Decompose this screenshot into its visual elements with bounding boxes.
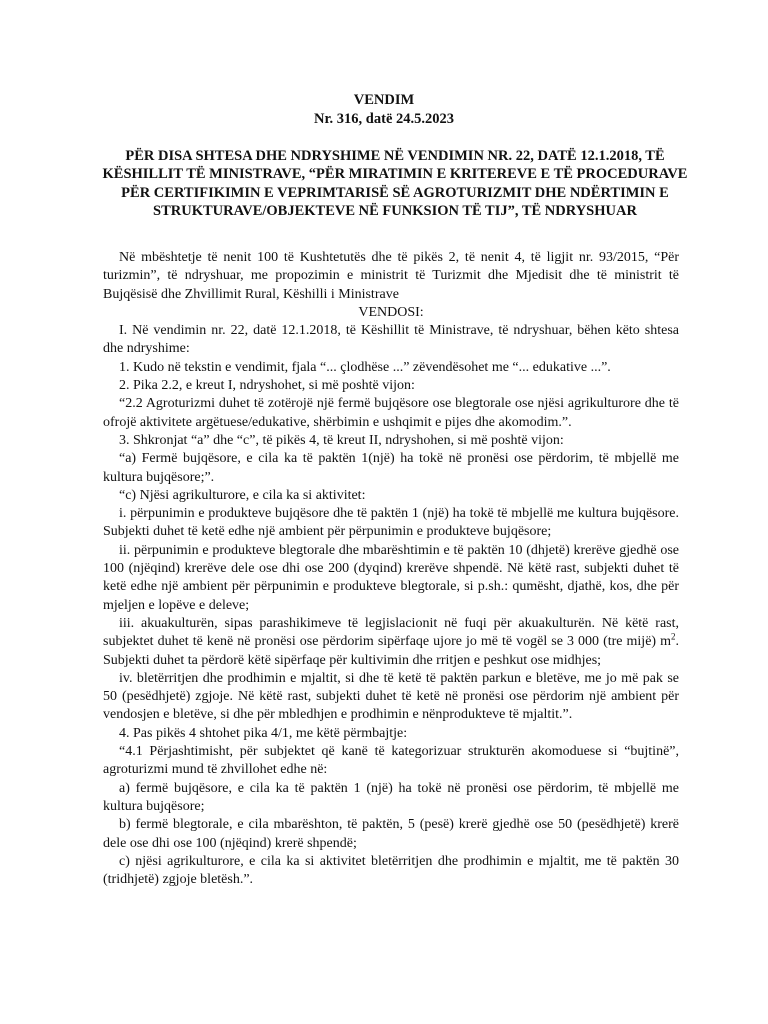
decision-heading: PËR DISA SHTESA DHE NDRYSHIME NË VENDIMIN NR. 22, DATË 12.1.2018, TË KËSHILLIT TË MINISTRAVE, “PËR MIRATIMIN E KRITEREVE E TË PROCEDURAVE PËR CERTIFIKIMIN E VEPRIMTARISË SË AGROTURIZMIT DHE NDËRTIMIN E STRUKTURAVE/OBJEKTEVE NË FUNKSION TË TIJ”, TË NDRYSHUAR	[102, 148, 688, 219]
paragraph-4-1-a: a) fermë bujqësore, e cila ka të paktën 1 (një) ha tokë në pronësi ose përdorim, të mbjellë me kultura bujqësore;	[103, 780, 679, 814]
document-body	[103, 249, 679, 889]
paragraph-4: 4. Pas pikës 4 shtohet pika 4/1, me këtë përmbajtje:	[119, 725, 408, 741]
document-title: VENDIM	[353, 92, 415, 108]
paragraph-c-iii	[103, 615, 679, 670]
superscript-2: 2	[671, 631, 676, 642]
paragraph-c-iii-text: iii. akuakulturën, sipas parashikimeve të legjislacionit në fuqi për akuakulturën. Në këtë rast, subjektet duhet të kenë në pronësi ose përdorim sipërfaqe ujore jo më të vogël se 3 000 (tre mijë) m	[103, 615, 679, 650]
paragraph-2: 2. Pika 2.2, e kreut I, ndryshohet, si më poshtë vijon:	[119, 378, 415, 394]
paragraph-3-c: “c) Njësi agrikulturore, e cila ka si aktivitet:	[119, 487, 366, 503]
paragraph-2-2: “2.2 Agroturizmi duhet të zotërojë një fermë bujqësore ose blegtorale ose njësi agrikulturore dhe të ofrojë aktivitete argëtuese/edukative, shërbimin e ushqimit e pijes dhe akomodim.”.	[103, 396, 679, 430]
paragraph-c-iv: iv. bletërritjen dhe prodhimin e mjaltit, si dhe të ketë të paktën parkun e bletëve, me jo më pak se 50 (pesëdhjetë) zgjoje. Në këtë rast, subjekti duhet të ketë në pronësi ose përdorim një ambient për vendosjen e bletëve, si dhe për mbledhjen e prodhimin e nënprodukteve të mjaltit.”.	[103, 670, 679, 723]
vendosi-heading: VENDOSI:	[358, 304, 424, 320]
preamble-paragraph: Në mbështetje të nenit 100 të Kushtetutës dhe të pikës 2, të nenit 4, të ligjit nr. 93/2015, “Për turizmin”, të ndryshuar, me propozimin e ministrit të Turizmit dhe Mjedisit dhe të ministrit të Bujqësisë dhe Zhvillimit Rural, Këshilli i Ministrave	[103, 250, 679, 302]
paragraph-3: 3. Shkronjat “a” dhe “c”, të pikës 4, të kreut II, ndryshohen, si më poshtë vijon:	[119, 432, 564, 448]
paragraph-I: I. Në vendimin nr. 22, datë 12.1.2018, të Këshillit të Ministrave, të ndryshuar, bëhen këto shtesa dhe ndryshime:	[103, 323, 679, 357]
paragraph-4-1: “4.1 Përjashtimisht, për subjektet që kanë të kategorizuar strukturën akomoduese si “bujtinë”, agroturizmi mund të zhvillohet edhe në:	[103, 744, 679, 778]
paragraph-4-1-b: b) fermë blegtorale, e cila mbarështon, të paktën, 5 (pesë) krerë gjedhë ose 50 (pesëdhjetë) krerë dele ose dhi ose 100 (njëqind) krerë shpendë;	[103, 817, 679, 851]
paragraph-1: 1. Kudo në tekstin e vendimit, fjala “... çlodhëse ...” zëvendësohet me “... edukative ...”.	[119, 359, 611, 375]
paragraph-c-iii-text-end: . Subjekti duhet ta përdorë këtë sipërfaqe për kultivimin dhe rritjen e peshkut ose midhjes;	[103, 634, 679, 668]
paragraph-c-ii: ii. përpunimin e produkteve blegtorale dhe mbarështimin e të paktën 10 (dhjetë) krerëve gjedhë ose 100 (njëqind) krerëve dele ose dhi ose 200 (dyqind) krerëve shpendë. Në këtë rast, subjekti duhet të ketë edhe një ambient për përpunimin e produkteve blegtorale, si p.sh.: qumësht, djathë, kos, dhe për mjeljen e lopëve e deleve;	[103, 542, 679, 613]
paragraph-c-i: i. përpunimin e produkteve bujqësore dhe të paktën 1 (një) ha tokë të mbjellë me kultura bujqësore. Subjekti duhet të ketë edhe një ambient për përpunimin e produkteve bujqësore;	[103, 506, 679, 540]
decision-number: Nr. 316, datë 24.5.2023	[313, 111, 455, 127]
paragraph-3-a: “a) Fermë bujqësore, e cila ka të paktën 1(një) ha tokë në pronësi ose përdorim, të mbjellë me kultura bujqësore;”.	[103, 451, 679, 485]
paragraph-4-1-c: c) njësi agrikulturore, e cila ka si aktivitet bletërritjen dhe prodhimin e mjaltit, me të paktën 30 (tridhjetë) zgjoje bletësh.”.	[103, 853, 679, 888]
